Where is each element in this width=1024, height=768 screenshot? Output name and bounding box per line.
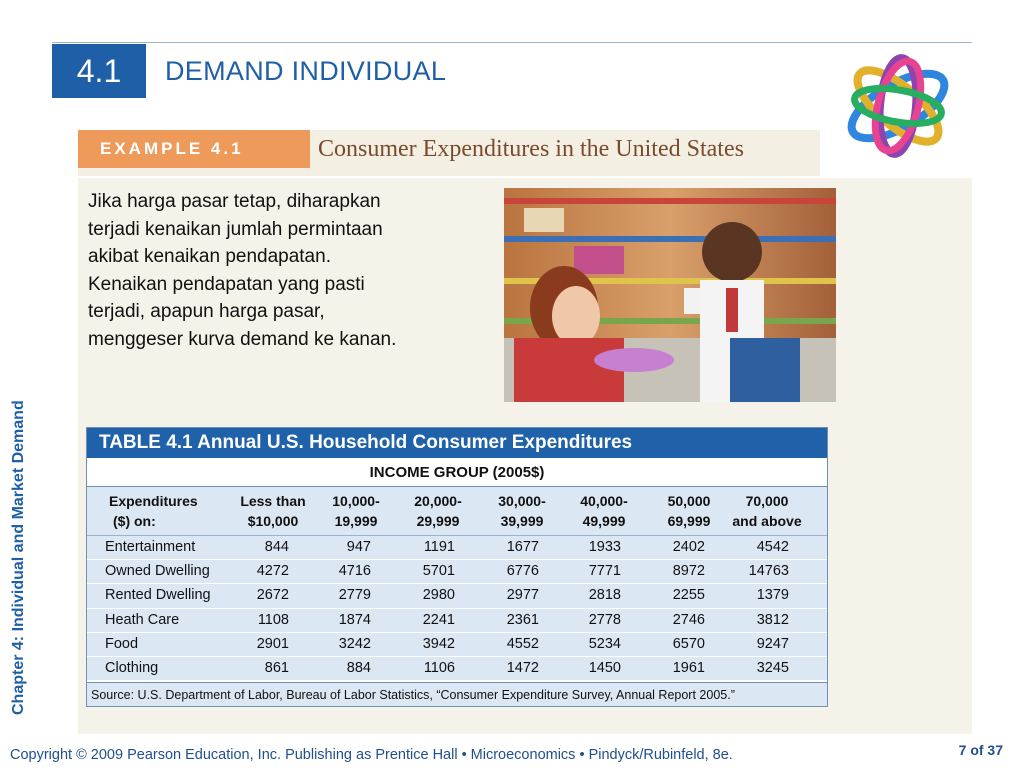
header-rule xyxy=(52,42,972,43)
table-cell: 4716 xyxy=(338,563,371,580)
body-line: Jika harga pasar tetap, diharapkan xyxy=(88,191,381,212)
table-cell: 3242 xyxy=(338,635,371,652)
header-cell: 50,000 69,999 xyxy=(667,493,711,529)
chapter-sidebar xyxy=(8,310,38,730)
table-body xyxy=(87,536,827,681)
body-line: Kenaikan pendapatan yang pasti xyxy=(88,273,365,295)
table-cell: 5234 xyxy=(588,635,621,652)
header-cell: 20,000- 29,999 xyxy=(414,493,462,529)
table-cell: 1191 xyxy=(423,539,455,555)
expenditures-table xyxy=(86,427,828,707)
row-label: Owned Dwelling xyxy=(105,563,210,580)
table-cell: 1677 xyxy=(506,539,539,555)
table-row xyxy=(87,536,827,560)
section-number-box xyxy=(52,44,146,98)
table-source-note: Source: U.S. Department of Labor, Bureau of Labor Statistics, “Consumer Expenditure Survey, Annual Report 2005.” xyxy=(87,682,827,706)
example-tag: EXAMPLE 4.1 xyxy=(78,130,310,168)
table-cell: 2402 xyxy=(672,539,705,555)
table-cell: 2818 xyxy=(588,587,621,604)
header-cell: Expenditures ($) on: xyxy=(109,493,198,529)
table-cell: 8972 xyxy=(672,563,705,580)
slide-title: DEMAND INDIVIDUAL xyxy=(165,56,447,86)
chapter-label: Chapter 4: Individual and Market Demand xyxy=(10,400,27,715)
body-line: terjadi kenaikan jumlah permintaan xyxy=(88,218,383,240)
body-line: terjadi, apapun harga pasar, xyxy=(88,301,325,322)
table-cell: 2672 xyxy=(256,587,289,604)
income-group-label: INCOME GROUP (2005$) xyxy=(87,458,827,487)
row-label: Heath Care xyxy=(105,611,180,628)
header-cell: 40,000- 49,999 xyxy=(580,493,628,529)
table-cell: 3245 xyxy=(756,659,789,676)
table-cell: 9247 xyxy=(756,635,789,652)
table-row xyxy=(87,560,827,584)
row-label: Entertainment xyxy=(105,539,196,555)
table-cell: 947 xyxy=(346,539,371,555)
supermarket-checkout-photo xyxy=(504,188,836,402)
row-label: Food xyxy=(105,635,139,652)
table-cell: 1108 xyxy=(257,611,289,628)
table-cell: 3812 xyxy=(756,611,789,628)
table-cell: 2241 xyxy=(422,611,455,628)
table-cell: 1961 xyxy=(672,659,705,676)
header-cell: Less than $10,000 xyxy=(240,493,306,529)
table-cell: 1874 xyxy=(338,611,371,628)
table-cell: 2255 xyxy=(672,587,705,604)
table-cell: 1379 xyxy=(756,587,789,604)
table-cell: 2779 xyxy=(338,587,371,604)
table-cell: 1450 xyxy=(588,659,621,676)
page-number: 7 of 37 xyxy=(958,742,1003,758)
header-cell: 10,000- 19,999 xyxy=(332,493,380,529)
table-header xyxy=(87,487,827,536)
table-cell: 1472 xyxy=(506,659,539,676)
example-banner xyxy=(78,130,820,176)
table-cell: 2746 xyxy=(672,611,705,628)
rings-logo-icon xyxy=(828,44,968,174)
table-cell: 1933 xyxy=(588,539,621,555)
table-cell: 2778 xyxy=(588,611,621,628)
table-cell: 6776 xyxy=(506,563,539,580)
section-number: 4.1 xyxy=(76,52,122,89)
table-cell: 4552 xyxy=(506,635,539,652)
table-row xyxy=(87,633,827,657)
table-cell: 4272 xyxy=(256,563,289,580)
table-cell: 2980 xyxy=(422,587,455,604)
header-cell: 70,000 and above xyxy=(732,493,802,529)
header-cell: 30,000- 39,999 xyxy=(498,493,546,529)
row-label: Clothing xyxy=(105,659,159,676)
table-cell: 844 xyxy=(264,539,289,555)
table-cell: 2901 xyxy=(256,635,289,652)
table-cell: 4542 xyxy=(756,539,789,555)
table-cell: 3942 xyxy=(422,635,455,652)
table-cell: 14763 xyxy=(748,563,789,580)
body-line: menggeser kurva demand ke kanan. xyxy=(88,328,397,350)
table-cell: 7771 xyxy=(588,563,621,580)
table-cell: 861 xyxy=(264,659,289,676)
row-label: Rented Dwelling xyxy=(105,587,211,604)
table-cell: 884 xyxy=(346,659,371,676)
table-row xyxy=(87,584,827,608)
table-cell: 1106 xyxy=(423,659,455,676)
example-title: Consumer Expenditures in the United States xyxy=(318,136,744,162)
table-row xyxy=(87,609,827,633)
copyright-footer: Copyright © 2009 Pearson Education, Inc. Publishing as Prentice Hall • Microeconomics • Pindyck/Rubinfeld, 8e. xyxy=(10,747,733,763)
body-line: akibat kenaikan pendapatan. xyxy=(88,246,331,267)
table-row xyxy=(87,657,827,681)
table-cell: 2361 xyxy=(506,611,539,628)
table-cell: 5701 xyxy=(422,563,455,580)
table-cell: 6570 xyxy=(672,635,705,652)
body-paragraph xyxy=(88,188,478,353)
table-title: TABLE 4.1 Annual U.S. Household Consumer Expenditures xyxy=(87,428,827,458)
table-cell: 2977 xyxy=(506,587,539,604)
